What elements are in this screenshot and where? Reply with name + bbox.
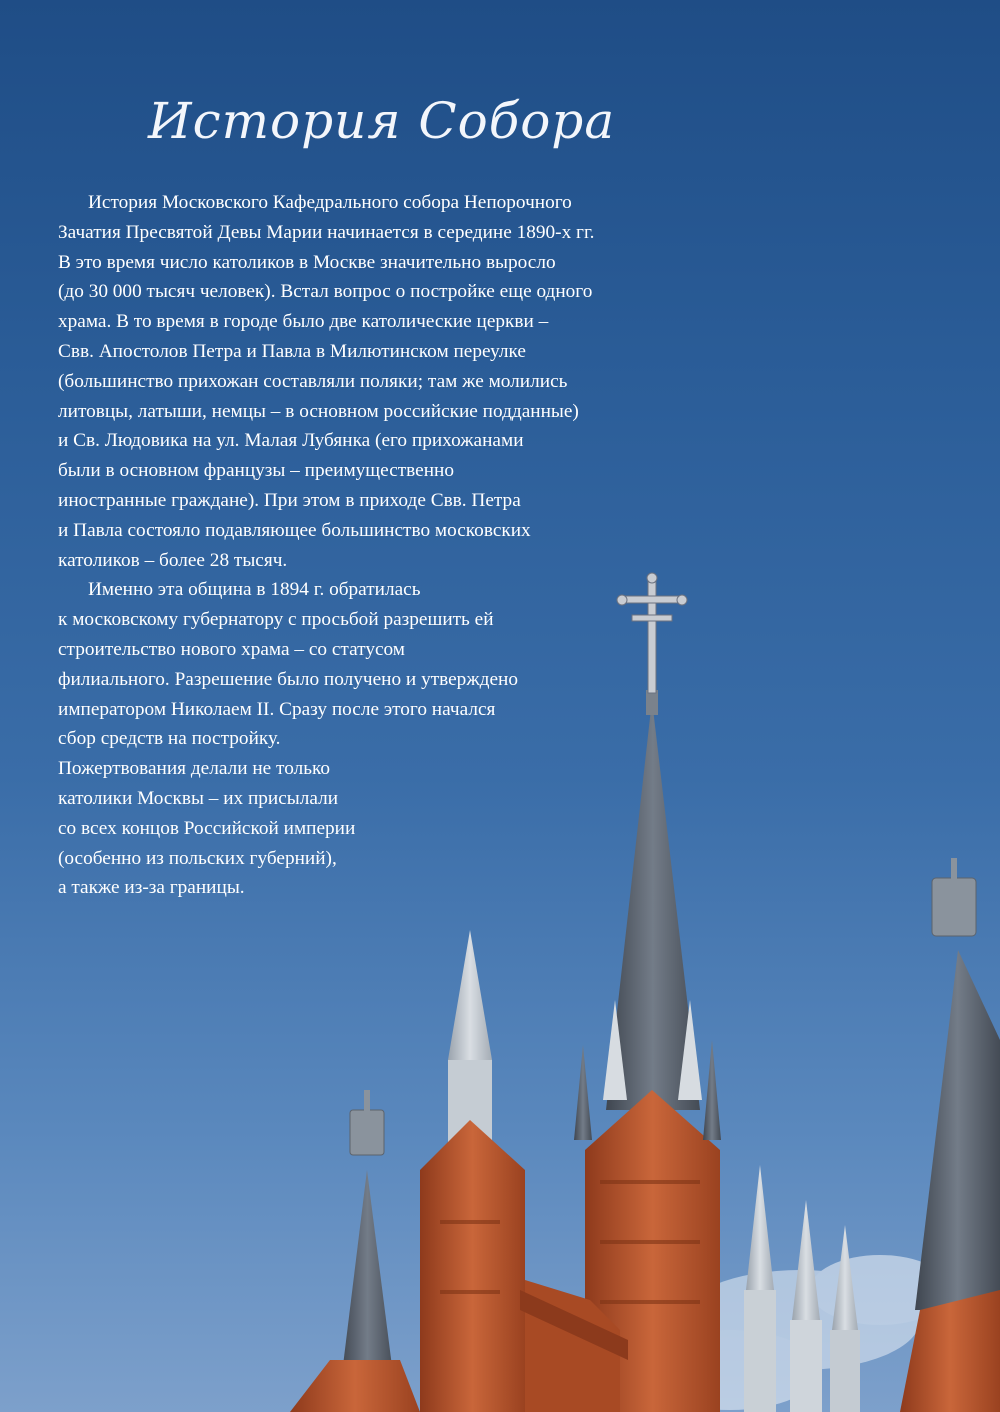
text-line: храма. В то время в городе было две католические церкви – bbox=[58, 311, 549, 333]
text-line: (большинство прихожан составляли поляки; там же молились bbox=[58, 370, 568, 392]
text-line: и Св. Людовика на ул. Малая Лубянка (его прихожанами bbox=[58, 430, 524, 452]
text-line: История Московского Кафедрального собора Непорочного bbox=[88, 192, 572, 213]
text-line: а также из-за границы. bbox=[58, 877, 245, 899]
right-pinnacles bbox=[744, 1165, 860, 1412]
text-line: В это время число католиков в Москве значительно выросло bbox=[58, 251, 556, 273]
text-line: католиков – более 28 тысяч. bbox=[58, 549, 288, 571]
text-line: были в основном французы – преимущественно bbox=[58, 460, 455, 482]
text-line: Пожертвования делали не только bbox=[58, 758, 331, 780]
text-line: (до 30 000 тысяч человек). Встал вопрос о постройке еще одного bbox=[58, 281, 593, 303]
text-line: Именно эта община в 1894 г. обратилась bbox=[88, 579, 421, 601]
text-line: иностранные граждане). При этом в приходе Свв. Петра bbox=[58, 489, 521, 511]
text-line: сбор средств на постройку. bbox=[58, 728, 281, 750]
text-line: Свв. Апостолов Петра и Павла в Милютинском переулке bbox=[58, 340, 526, 362]
left-small-spire bbox=[290, 1090, 420, 1412]
text-line: императором Николаем II. Сразу после этого начался bbox=[58, 698, 496, 720]
text-line: со всех концов Российской империи bbox=[58, 817, 356, 839]
text-line: литовцы, латыши, немцы – в основном российские подданные) bbox=[58, 400, 579, 422]
text-line: строительство нового храма – со статусом bbox=[58, 638, 405, 660]
article-body bbox=[58, 188, 658, 903]
text-line: филиального. Разрешение было получено и утверждено bbox=[58, 668, 518, 690]
page-title: История Собора bbox=[148, 92, 616, 150]
text-line: к московскому губернатору с просьбой разрешить ей bbox=[58, 609, 494, 631]
text-line: и Павла состояло подавляющее большинство московских bbox=[58, 519, 531, 541]
text-line: (особенно из польских губерний), bbox=[58, 847, 337, 869]
text-line: Зачатия Пресвятой Девы Марии начинается в середине 1890-х гг. bbox=[58, 221, 595, 243]
text-line: католики Москвы – их присылали bbox=[58, 787, 339, 809]
